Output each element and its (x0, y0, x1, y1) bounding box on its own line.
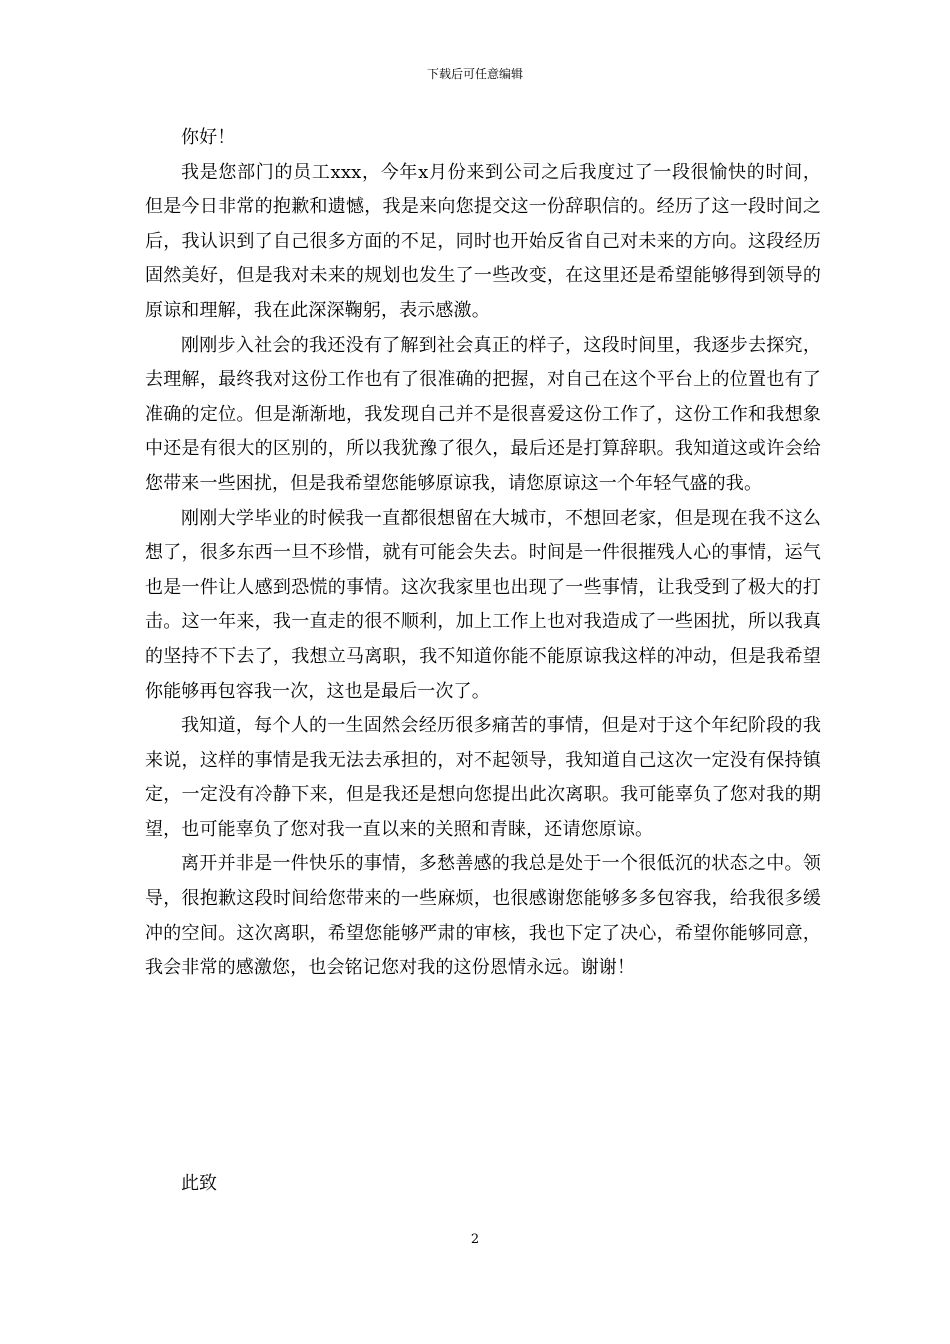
letter-body (145, 121, 821, 986)
letter-paragraph: 离开并非是一件快乐的事情，多愁善感的我总是处于一个很低沉的状态之中。领导，很抱歉这段时间给您带来的一些麻烦，也很感谢您能够多多包容我，给我很多缓冲的空间。这次离职，希望您能够严肃的审核，我也下定了决心，希望你能够同意，我会非常的感激您，也会铭记您对我的这份恩情永远。谢谢！ (145, 853, 821, 979)
page-number: 2 (470, 1232, 480, 1247)
letter-paragraph: 刚刚大学毕业的时候我一直都很想留在大城市，不想回老家，但是现在我不这么想了，很多东西一旦不珍惜，就有可能会失去。时间是一件很摧残人心的事情，运气也是一件让人感到恐慌的事情。这次我家里也出现了一些事情，让我受到了极大的打击。这一年来，我一直走的很不顺利，加上工作上也对我造成了一些困扰，所以我真的坚持不下去了，我想立马离职，我不知道你能不能原谅我这样的冲动，但是我希望你能够再包容我一次，这也是最后一次了。 (145, 507, 821, 702)
page-header: 下载后可任意编辑 (426, 67, 523, 81)
letter-paragraph: 我知道，每个人的一生固然会经历很多痛苦的事情，但是对于这个年纪阶段的我来说，这样的事情是我无法去承担的，对不起领导，我知道自己这次一定没有保持镇定，一定没有冷静下来，但是我还是想向您提出此次离职。我可能辜负了您对我的期望，也可能辜负了您对我一直以来的关照和青睐，还请您原谅。 (145, 715, 821, 840)
letter-greeting: 你好！ (181, 127, 236, 148)
letter-paragraph: 我是您部门的员工xxx，今年x月份来到公司之后我度过了一段很愉快的时间，但是今日非常的抱歉和遗憾，我是来向您提交这一份辞职信的。经历了这一段时间之后，我认识到了自己很多方面的不足，同时也开始反省自己对未来的方向。这段经历固然美好，但是我对未来的规划也发生了一些改变，在这里还是希望能够得到领导的原谅和理解，我在此深深鞠躬，表示感激。 (145, 161, 821, 321)
letter-paragraph: 刚刚步入社会的我还没有了解到社会真正的样子，这段时间里，我逐步去探究，去理解，最终我对这份工作也有了很准确的把握，对自己在这个平台上的位置也有了准确的定位。但是渐渐地，我发现自己并不是很喜爱这份工作了，这份工作和我想象中还是有很大的区别的，所以我犹豫了很久，最后还是打算辞职。我知道这或许会给您带来一些困扰，但是我希望您能够原谅我，请您原谅这一个年轻气盛的我。 (145, 334, 821, 494)
letter-closing: 此致 (181, 1173, 217, 1194)
